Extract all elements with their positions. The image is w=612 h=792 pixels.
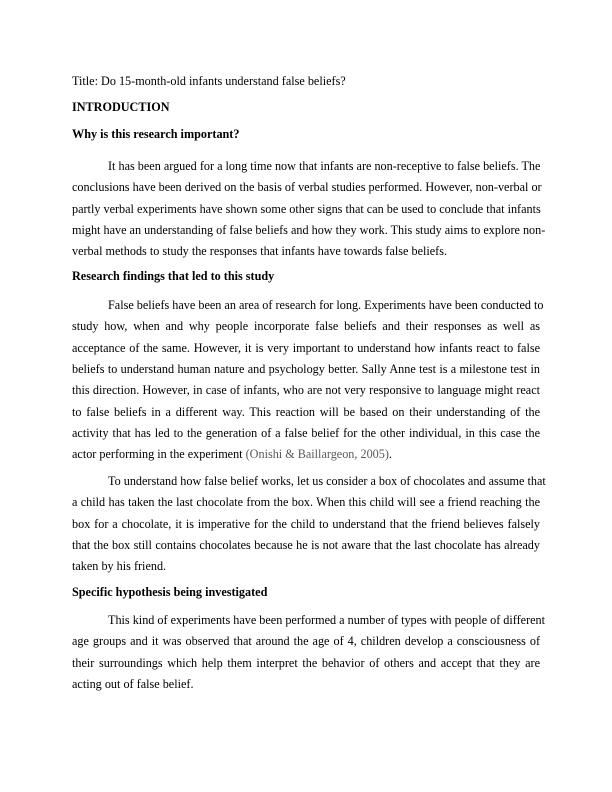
paragraph-line-with-citation (72, 444, 392, 465)
paragraph-line: box for a chocolate, it is imperative for the child to understand that the friend believes falsely (72, 516, 540, 531)
paragraph-line: this direction. However, in case of infants, who are not very responsive to language might react (72, 383, 540, 398)
paragraph-line: activity that has led to the generation of a false belief for the other individual, in this case the (72, 425, 540, 440)
paragraph-line: To understand how false belief works, let us consider a box of chocolates and assume that (108, 474, 546, 488)
citation: (Onishi & Baillargeon, 2005) (245, 447, 389, 462)
paragraph-line: False beliefs have been an area of research for long. Experiments have been conducted to (108, 298, 544, 312)
paragraph-line: their surroundings which help them interpret the behavior of others and accept that they are (72, 655, 540, 670)
paragraph-line: acting out of false belief. (72, 676, 194, 691)
section-heading-introduction: INTRODUCTION (72, 100, 170, 114)
paragraph-line: conclusions have been derived on the basis of verbal studies performed. However, non-verbal or (72, 180, 542, 195)
paragraph-line: verbal methods to study the responses that infants have towards false beliefs. (72, 244, 448, 259)
paragraph-line: It has been argued for a long time now that infants are non-receptive to false beliefs. The (108, 159, 541, 173)
paragraph-line: taken by his friend. (72, 559, 167, 574)
subheading-research-findings: Research findings that led to this study (72, 269, 275, 283)
paragraph-line: a child has taken the last chocolate from the box. When this child will see a friend reaching the (72, 495, 540, 510)
paragraph-line: partly verbal experiments have shown some other signs that can be used to conclude that infants (72, 201, 541, 216)
title-line: Title: Do 15-month-old infants understand false beliefs? (72, 74, 346, 88)
paragraph-line: beliefs to understand human nature and psychology better. Sally Anne test is a milestone test in (72, 361, 540, 376)
paragraph-line: age groups and it was observed that around the age of 4, children develop a consciousness of (72, 634, 540, 649)
subheading-why-important: Why is this research important? (72, 127, 240, 141)
paragraph-line: study how, when and why people incorporate false beliefs and their responses as well as (72, 319, 540, 334)
paragraph-line-text: actor performing in the experiment (72, 447, 243, 462)
paragraph-line: to false beliefs in a different way. This reaction will be based on their understanding of the (72, 404, 540, 419)
paragraph-line: acceptance of the same. However, it is very important to understand how infants react to false (72, 340, 540, 355)
paragraph-line: This kind of experiments have been performed a number of types with people of different (108, 613, 546, 627)
citation-period: . (388, 447, 392, 462)
paragraph-line: might have an understanding of false beliefs and how they work. This study aims to explore non- (72, 222, 546, 237)
paragraph-line: that the box still contains chocolates because he is not aware that the last chocolate has already (72, 537, 540, 552)
subheading-hypothesis: Specific hypothesis being investigated (72, 585, 268, 599)
